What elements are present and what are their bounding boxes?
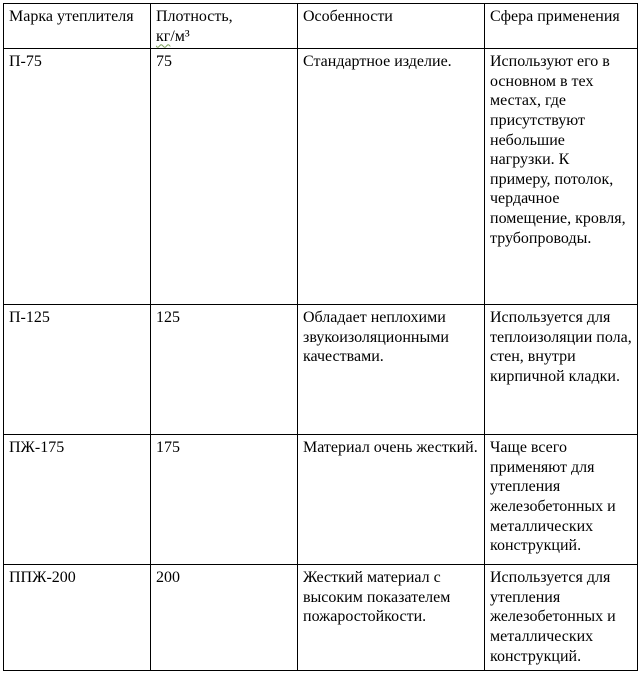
cell-application: Чаще всего применяют для утепления железобетонных и металлических конструкций. [485, 435, 638, 565]
table-row [4, 435, 638, 565]
cell-density: 75 [151, 49, 298, 305]
cell-brand: ППЖ-200 [4, 565, 151, 671]
table-row [4, 49, 638, 305]
header-brand-text: Марка утеплителя [9, 8, 134, 25]
cell-brand: П-75 [4, 49, 151, 305]
cell-density: 175 [151, 435, 298, 565]
cell-brand: ПЖ-175 [4, 435, 151, 565]
header-features [298, 4, 485, 49]
cell-application: Используется для утепления железобетонных и металлических конструкций. [485, 565, 638, 671]
table-row [4, 565, 638, 671]
insulation-table [3, 3, 638, 671]
cell-features: Материал очень жесткий. [298, 435, 485, 565]
header-density-text: Плотность, [156, 8, 233, 25]
cell-application: Используется для теплоизоляции пола, стен, внутри кирпичной кладки. [485, 305, 638, 435]
header-features-text: Особенности [303, 8, 393, 25]
header-density-unit-word: кг [156, 27, 171, 45]
header-brand [4, 4, 151, 49]
table-row [4, 305, 638, 435]
header-density [151, 4, 298, 49]
table-header-row [4, 4, 638, 49]
header-application-text: Сфера применения [490, 8, 620, 25]
header-density-unit-rest: /м³ [170, 27, 190, 45]
cell-density: 125 [151, 305, 298, 435]
cell-application: Используют его в основном в тех местах, где присутствуют небольшие нагрузки. К примеру, потолок, чердачное помещение, кровля, трубопроводы. [485, 49, 638, 305]
cell-features: Жесткий материал с высоким показателем пожаростойкости. [298, 565, 485, 671]
cell-features: Стандартное изделие. [298, 49, 485, 305]
cell-brand: П-125 [4, 305, 151, 435]
cell-features: Обладает неплохими звукоизоляционными качествами. [298, 305, 485, 435]
header-application [485, 4, 638, 49]
cell-density: 200 [151, 565, 298, 671]
